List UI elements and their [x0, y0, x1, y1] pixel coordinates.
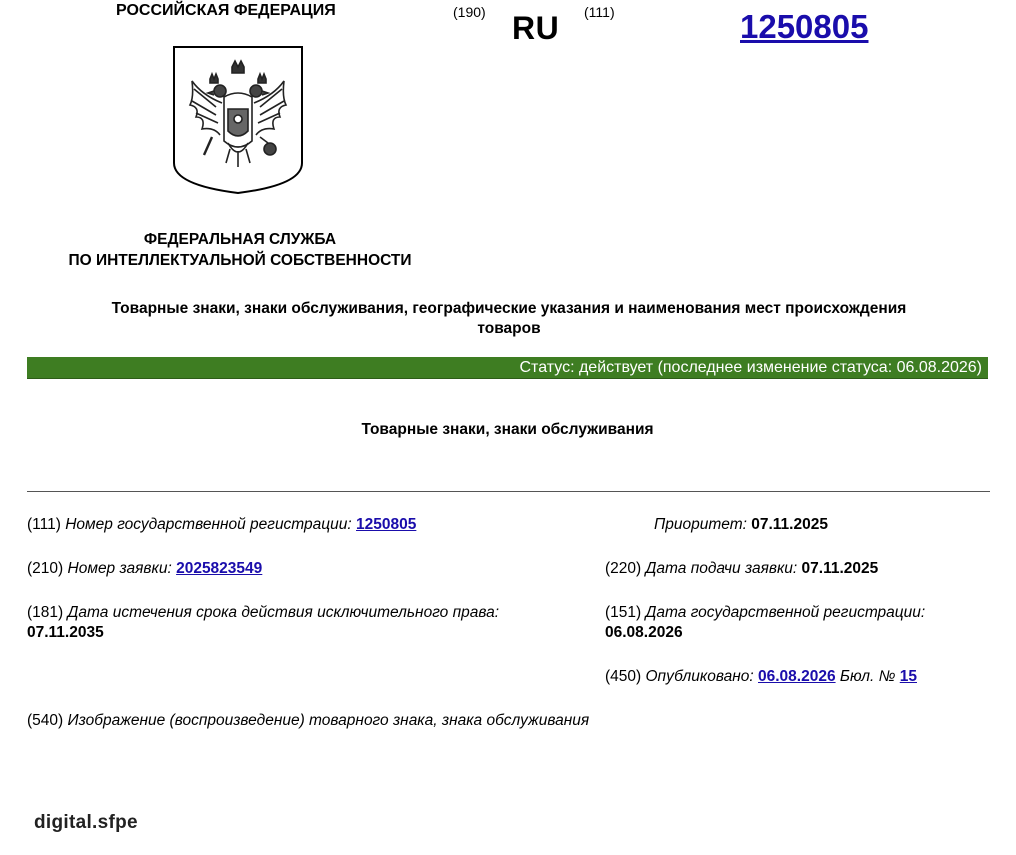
field-code: (111) [27, 516, 61, 533]
field-151 [605, 603, 995, 643]
agency-line-2: ПО ИНТЕЛЛЕКТУАЛЬНОЙ СОБСТВЕННОСТИ [68, 252, 412, 269]
field-181 [27, 603, 587, 643]
field-label: Дата государственной регистрации: [645, 604, 926, 621]
application-number-link[interactable]: 2025823549 [176, 560, 263, 577]
field-value: 07.11.2025 [751, 516, 828, 533]
registration-number-link[interactable]: 1250805 [740, 8, 869, 45]
field-code: (151) [605, 604, 642, 621]
field-220 [605, 559, 878, 579]
category-line-2: товаров [477, 320, 541, 337]
field-450 [605, 667, 917, 687]
russian-coat-of-arms-icon [172, 45, 304, 195]
agency-name [30, 229, 450, 271]
document-category [30, 299, 988, 339]
field-priority [654, 515, 828, 535]
field-code: (450) [605, 668, 642, 685]
divider [27, 491, 990, 492]
publication-date-link[interactable]: 06.08.2026 [758, 668, 836, 685]
field-code: (181) [27, 604, 64, 621]
country-code: RU [512, 10, 560, 46]
field-code: (540) [27, 712, 64, 729]
field-label: Приоритет: [654, 516, 747, 533]
category-line-1: Товарные знаки, знаки обслуживания, географические указания и наименования мест происхождения [111, 300, 907, 317]
field-label: Изображение (воспроизведение) товарного знака, знака обслуживания [67, 712, 590, 729]
field-label: Дата подачи заявки: [645, 560, 798, 577]
field-label: Опубликовано: [645, 668, 754, 685]
status-bar: Статус: действует (последнее изменение статуса: 06.08.2026) [27, 357, 988, 379]
section-heading: Товарные знаки, знаки обслуживания [361, 421, 654, 438]
code-111: (111) [584, 4, 615, 20]
country-name: РОССИЙСКАЯ ФЕДЕРАЦИЯ [116, 2, 336, 19]
field-value: 06.08.2026 [605, 624, 683, 641]
field-code: (210) [27, 560, 64, 577]
field-code: (220) [605, 560, 642, 577]
code-190: (190) [453, 4, 486, 20]
field-label: Номер государственной регистрации: [65, 516, 352, 533]
agency-line-1: ФЕДЕРАЛЬНАЯ СЛУЖБА [143, 231, 337, 248]
watermark-text: digital.sfpe [34, 812, 138, 833]
field-label: Дата истечения срока действия исключительного права: [67, 604, 500, 621]
field-value: 07.11.2035 [27, 624, 104, 641]
bulletin-number-link[interactable]: 15 [899, 668, 917, 685]
registration-number-value-link[interactable]: 1250805 [356, 516, 417, 533]
field-label: Номер заявки: [67, 560, 172, 577]
field-540 [27, 711, 589, 731]
field-value: 07.11.2025 [801, 560, 879, 577]
field-111 [27, 515, 416, 535]
bulletin-label: Бюл. № [839, 668, 896, 685]
field-210 [27, 559, 262, 579]
